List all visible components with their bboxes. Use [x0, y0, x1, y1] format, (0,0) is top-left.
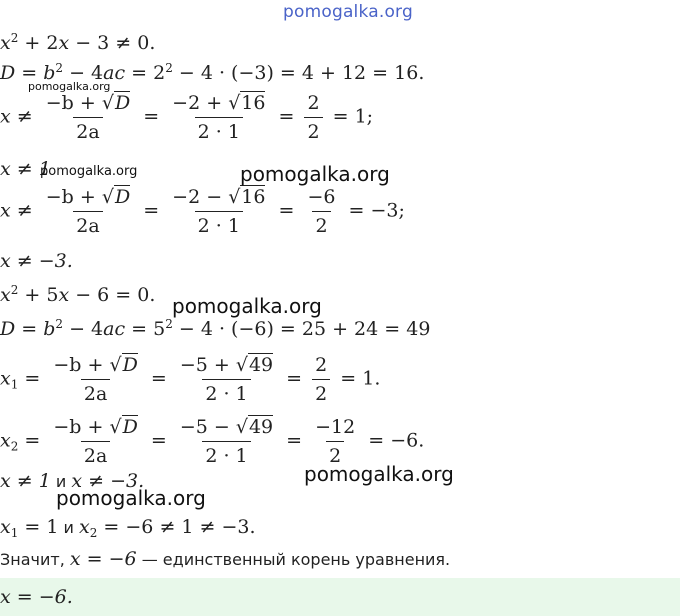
fraction: $\frac{-b + √D}{2a}$ [45, 186, 131, 237]
fraction: $\frac{-12}{2}$ [315, 416, 356, 467]
fraction: $\frac{-b + √D}{2a}$ [53, 354, 138, 405]
discriminant-line-1: $D = b^2 - 4ac = 2^2 - 4 \cdot (-3) = 4 + 12 = 16$. [0, 61, 425, 84]
equation-line-1: $x^2 + 2x - 3 \ne 0$. [0, 31, 156, 54]
fraction: $\frac{-6}{2}$ [307, 186, 336, 237]
watermark: pomogalka.org [40, 164, 138, 179]
root-line-2: x ≠ $\frac{-b + √D}{2a}$ = $\frac{-2 - √16}{2 \cdot 1}$ = $\frac{-6}{2}$ = −3; [0, 186, 405, 237]
answer-text: x = −6. [0, 586, 73, 608]
fraction: $\frac{-b + √D}{2a}$ [45, 92, 131, 143]
fraction: $\frac{-2 + √16}{2 \cdot 1}$ [172, 92, 266, 143]
root-x2-line: $x_2$ = $\frac{-b + √D}{2a}$ = $\frac{-5 - √49}{2 \cdot 1}$ = $\frac{-12}{2}$ = −6. [0, 416, 425, 467]
conclusion-line: Значит, x = −6 — единственный корень уравнения. [0, 548, 451, 570]
condition-line-2: x ≠ −3. [0, 250, 73, 272]
equation-line-2: $x^2 + 5x - 6 = 0$. [0, 283, 156, 306]
root-x1-line: $x_1$ = $\frac{-b + √D}{2a}$ = $\frac{-5 + √49}{2 \cdot 1}$ = $\frac{2}{2}$ = 1. [0, 354, 381, 405]
fraction: $\frac{2}{2}$ [312, 354, 330, 405]
fraction: $\frac{-5 - √49}{2 \cdot 1}$ [179, 416, 274, 467]
condition-line-3: x ≠ 1 и x ≠ −3. [0, 470, 145, 492]
fraction: $\frac{2}{2}$ [304, 92, 322, 143]
discriminant-line-2: $D = b^2 - 4ac = 5^2 - 4 \cdot (-6) = 25 + 24 = 49$ [0, 317, 431, 340]
answer-block [0, 578, 680, 616]
roots-check-line: $x_1 = 1$ и $x_2 = -6 \ne 1 \ne -3$. [0, 516, 256, 540]
condition-line-1: x ≠ 1 [0, 158, 51, 180]
watermark: pomogalka.org [172, 294, 322, 318]
watermark: pomogalka.org [240, 162, 390, 186]
watermark: pomogalka.org [28, 80, 111, 93]
fraction: $\frac{-b + √D}{2a}$ [53, 416, 138, 467]
root-line-1: x ≠ $\frac{-b + √D}{2a}$ = $\frac{-2 + √16}{2 \cdot 1}$ = $\frac{2}{2}$ = 1; [0, 92, 374, 143]
watermark: pomogalka.org [56, 486, 206, 510]
fraction: $\frac{-2 - √16}{2 \cdot 1}$ [172, 186, 266, 237]
fraction: $\frac{-5 + √49}{2 \cdot 1}$ [179, 354, 274, 405]
watermark-top: pomogalka.org [283, 2, 413, 22]
watermark: pomogalka.org [304, 462, 454, 486]
